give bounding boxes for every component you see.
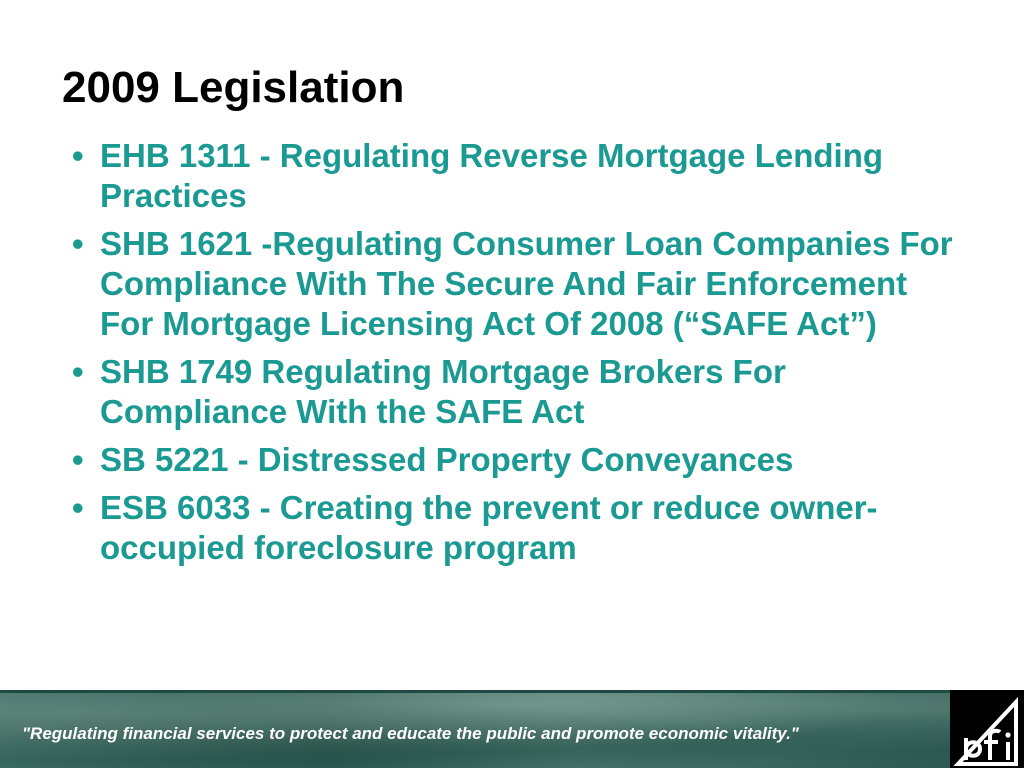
bullet-text: SHB 1749 Regulating Mortgage Brokers For Compliance With the SAFE Act [100,353,786,430]
bullet-list [62,136,962,576]
bullet-dot: • [72,353,84,390]
bullet-text: SB 5221 - Distressed Property Conveyances [100,441,794,478]
bullet-text: SHB 1621 -Regulating Consumer Loan Companies For Compliance With The Secure And Fair Enforcement For Mortgage Licensing Act Of 2008 (“SAFE Act”) [100,225,953,342]
slide-title: 2009 Legislation [62,63,405,112]
bullet-dot: • [72,137,84,174]
bullet-item [62,488,962,568]
bullet-item [62,136,962,216]
bullet-dot: • [72,225,84,262]
dfi-logo [950,690,1024,768]
bullet-dot: • [72,489,84,526]
bullet-text: ESB 6033 - Creating the prevent or reduce owner-occupied foreclosure program [100,489,878,566]
bullet-text: EHB 1311 - Regulating Reverse Mortgage Lending Practices [100,137,884,214]
footer-divider [0,690,950,693]
dfi-logo-icon [950,690,1024,768]
bullet-item [62,440,962,480]
bullet-dot: • [72,441,84,478]
footer-band [0,690,950,768]
bullet-item [62,352,962,432]
bullet-item [62,224,962,344]
footer-motto: "Regulating financial services to protect and educate the public and promote economic vitality." [22,724,799,743]
